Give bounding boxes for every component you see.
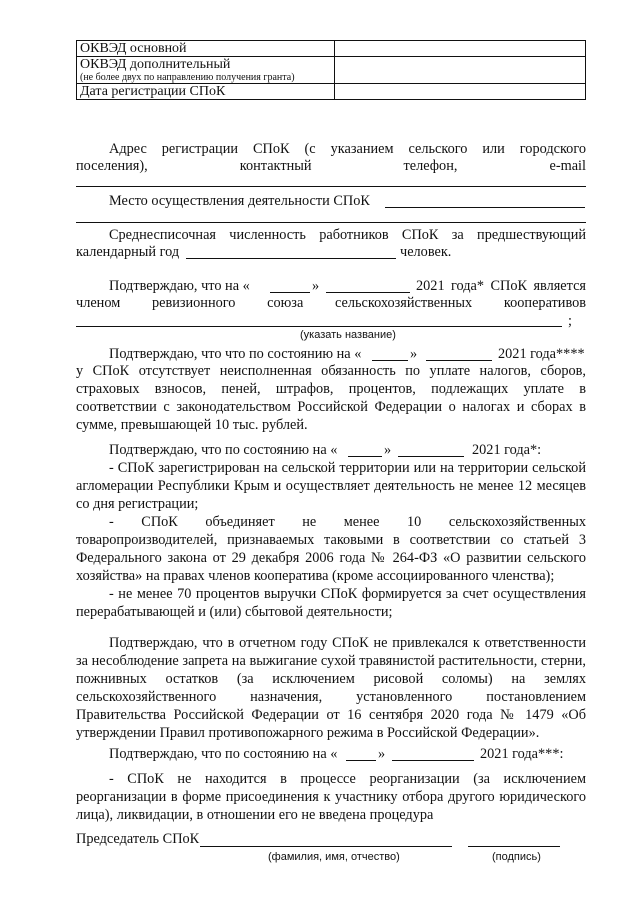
confirm2-day-field[interactable] — [372, 360, 408, 361]
confirm3-bullet-1: - СПоК зарегистрирован на сельской территории или на территории сельской агломерации Республики Крым и осуществляет деятельность не менее 12 месяцев со дня регистрации; — [76, 460, 586, 512]
staff-line-2b: человек. — [400, 244, 452, 260]
registration-date-label: Дата регистрации СПоК — [77, 84, 335, 100]
info-table — [76, 40, 586, 100]
confirm5-month-field[interactable] — [392, 760, 474, 761]
confirm3-bullet-3: - не менее 70 процентов выручки СПоК формируется за счет осуществления перерабатывающей и (или) сбытовой деятельности; — [76, 586, 586, 620]
okved-main-label: ОКВЭД основной — [77, 41, 335, 57]
union-name-field[interactable] — [76, 326, 562, 327]
place-field-2[interactable] — [76, 222, 586, 223]
okved-extra-label — [77, 57, 335, 84]
confirm5-day-field[interactable] — [346, 760, 376, 761]
confirm3-bullet-2: - СПоК объединяет не менее 10 сельскохозяйственных товаропроизводителей, признаваемых таковыми в соответствии со статьей 3 Федерального закона от 29 декабря 2006 года № 264-ФЗ «О развитии сельского хозяйства» на правах членов кооператива (кроме ассоциированного членства); — [76, 514, 586, 584]
confirm2-month-field[interactable] — [426, 360, 492, 361]
confirm5-part-b: » — [378, 746, 386, 762]
confirm1-month-field[interactable] — [326, 292, 410, 293]
name-caption: (фамилия, имя, отчество) — [268, 851, 400, 863]
confirm5-bullet-1: - СПоК не находится в процессе реорганизации (за исключением реорганизации в форме присоединения к участнику отбора другого юридического лица), ликвидации, в отношении его не введена процедура — [76, 771, 586, 823]
place-field[interactable] — [385, 207, 585, 208]
confirm5-part-a: Подтверждаю, что по состоянию на « — [109, 746, 338, 762]
confirm1-part-a: Подтверждаю, что на « — [109, 278, 250, 294]
confirm2-body: у СПоК отсутствует неисполненная обязанность по уплате налогов, сборов, страховых взносов, пеней, штрафов, процентов, подлежащих уплате в соответствии с законодательством Российской Федерации о налогах и сборах в сумме, превышающей 10 тыс. рублей. — [76, 363, 586, 433]
okved-extra-value[interactable] — [335, 57, 586, 84]
okved-extra-note: (не более двух по направлению получения гранта) — [80, 72, 295, 83]
confirm3-day-field[interactable] — [348, 456, 382, 457]
place-label: Место осуществления деятельности СПоК — [109, 193, 370, 209]
confirm4-text: Подтверждаю, что в отчетном году СПоК не привлекался к ответственности за несоблюдение запрета на выжигание сухой травянистой растительности, стерни, пожнивных остатков (за исключением рисовой соломы) на землях сельскохозяйственного назначения, установленного постановлением Правительства Российской Федерации от 16 сентября 2020 года № 1479 «Об утверждении Правил противопожарного режима в Российской Федерации». — [76, 635, 586, 741]
confirm2-part-b: » — [410, 346, 418, 362]
confirm1-part-c: 2021 года* СПоК является — [416, 278, 586, 294]
confirm5-part-c: 2021 года***: — [480, 746, 564, 762]
signature-caption: (подпись) — [492, 851, 541, 863]
staff-line-2a: календарный год — [76, 244, 180, 260]
signature-label: Председатель СПоК — [76, 831, 200, 847]
okved-extra-title: ОКВЭД дополнительный — [80, 57, 231, 72]
confirm1-part-b: » — [312, 278, 320, 294]
table-row — [77, 57, 586, 84]
okved-main-value[interactable] — [335, 41, 586, 57]
union-name-caption: (указать название) — [300, 329, 396, 341]
confirm3-month-field[interactable] — [398, 456, 464, 457]
confirm1-line-2: членом ревизионного союза сельскохозяйственных кооперативов — [76, 295, 586, 311]
staff-line-1: Среднесписочная численность работников СПоК за предшествующий — [109, 227, 586, 243]
confirm1-line-3-end: ; — [568, 313, 572, 329]
confirm3-part-a: Подтверждаю, что по состоянию на « — [109, 442, 338, 458]
confirm3-part-b: » — [384, 442, 392, 458]
confirm2-part-a: Подтверждаю, что что по состоянию на « — [109, 346, 362, 362]
chairman-signature-field[interactable] — [468, 846, 560, 847]
table-row — [77, 41, 586, 57]
confirm1-day-field[interactable] — [270, 292, 310, 293]
address-line-2: поселения), контактный телефон, e-mail — [76, 158, 586, 174]
confirm2-part-c: 2021 года**** — [498, 346, 585, 362]
address-line-1: Адрес регистрации СПоК (с указанием сельского или городского — [109, 141, 586, 157]
address-field[interactable] — [76, 186, 586, 187]
staff-count-field[interactable] — [186, 258, 396, 259]
registration-date-value[interactable] — [335, 84, 586, 100]
chairman-name-field[interactable] — [200, 846, 452, 847]
table-row — [77, 84, 586, 100]
confirm3-part-c: 2021 года*: — [472, 442, 542, 458]
